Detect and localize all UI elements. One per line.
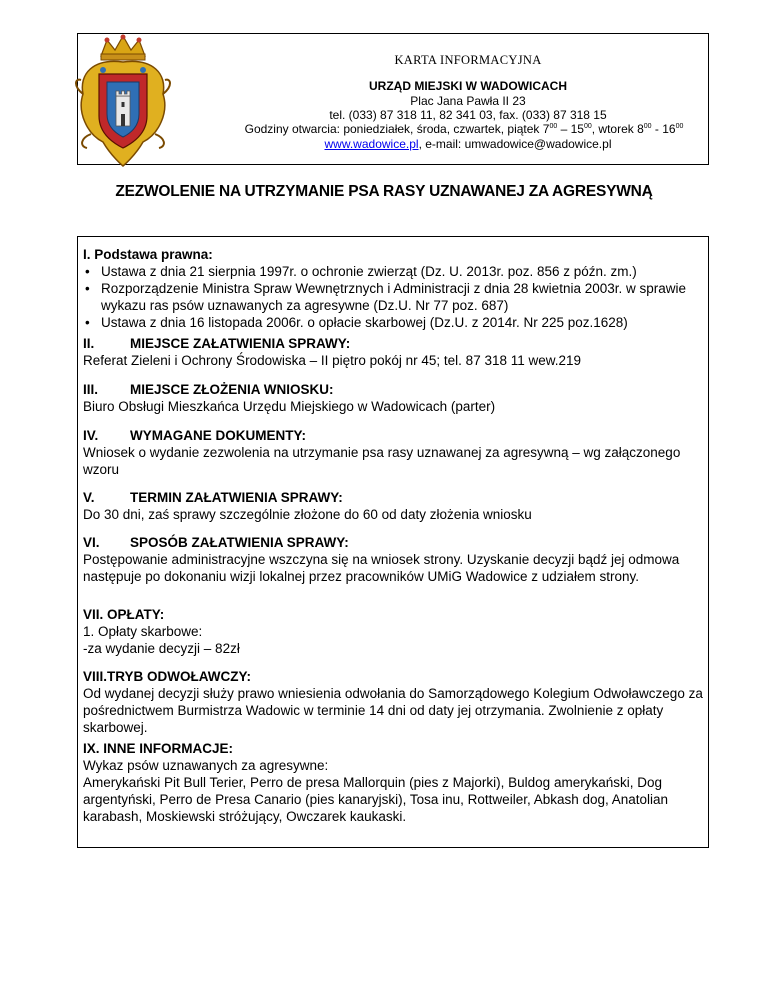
section-text: Amerykański Pit Bull Terier, Perro de presa Mallorquin (pies z Majorki), Buldog amerykański, Dog argentyński, Perro de Presa Canario (pies kanaryjski), Tosa inu, Rottweiler, Abkash dog, Anatolian karabash, Moskiewski stróżujący, Owczarek kaukaski. <box>83 775 669 824</box>
section-text: Wniosek o wydanie zezwolenia na utrzymanie psa rasy uznawanej za agresywną – wg załączonego wzoru <box>83 445 681 477</box>
section-text: Biuro Obsługi Mieszkańca Urzędu Miejskiego w Wadowicach (parter) <box>83 399 496 414</box>
section-text: Od wydanej decyzji służy prawo wniesienia odwołania do Samorządowego Kolegium Odwoławczego za pośrednictwem Burmistrza Wadowic w terminie 14 dni od daty jej otrzymania. Zwolnienie z opłaty skarbowej. <box>83 686 703 735</box>
section-number: III. <box>83 382 99 397</box>
section-subtitle: Wykaz psów uznawanych za agresywne: <box>83 758 329 773</box>
section-legal-basis <box>83 246 703 331</box>
section-number: V. <box>83 490 95 505</box>
section-appeal <box>83 668 703 736</box>
section-deadline <box>83 489 703 523</box>
office-name: URZĄD MIEJSKI W WADOWICACH <box>369 79 567 93</box>
section-heading: VII. OPŁATY: <box>83 607 165 622</box>
section-heading: SPOSÓB ZAŁATWIENIA SPRAWY: <box>130 535 349 550</box>
list-item: • Rozporządzenie Ministra Spraw Wewnętrznych i Administracji z dnia 28 kwietnia 2003r. w sprawie wykazu ras psów uznawanych za agresywne (Dz.U. Nr 77 poz. 687) <box>83 280 703 314</box>
section-text: Do 30 dni, zaś sprawy szczególnie złożone do 60 od daty złożenia wniosku <box>83 507 532 522</box>
fee-line: 1. Opłaty skarbowe: <box>83 624 203 639</box>
section-heading: TERMIN ZAŁATWIENIA SPRAWY: <box>130 490 343 505</box>
section-number: II. <box>83 336 95 351</box>
section-required-documents <box>83 427 703 478</box>
section-heading: WYMAGANE DOKUMENTY: <box>130 428 306 443</box>
card-title: KARTA INFORMACYJNA <box>394 53 542 67</box>
section-application-place <box>83 381 703 415</box>
section-place-of-handling <box>83 335 703 369</box>
section-other-info <box>83 740 703 825</box>
document-title: ZEZWOLENIE NA UTRZYMANIE PSA RASY UZNAWANEJ ZA AGRESYWNĄ <box>115 183 653 200</box>
list-item: • Ustawa z dnia 16 listopada 2006r. o opłacie skarbowej (Dz.U. z 2014r. Nr 225 poz.1628) <box>83 314 703 331</box>
legal-basis-list <box>83 263 703 331</box>
fee-line: -za wydanie decyzji – 82zł <box>83 641 240 656</box>
contact-line <box>180 137 756 151</box>
coat-of-arms-crest <box>73 34 173 174</box>
section-fees <box>83 606 703 657</box>
website-link[interactable]: www.wadowice.pl <box>324 137 419 151</box>
section-number: VI. <box>83 535 100 550</box>
section-heading: I. Podstawa prawna: <box>83 247 213 262</box>
list-item: • Ustawa z dnia 21 sierpnia 1997r. o ochronie zwierząt (Dz. U. 2013r. poz. 856 z późn. zm.) <box>83 263 703 280</box>
section-heading: MIEJSCE ZŁOŻENIA WNIOSKU: <box>130 382 334 397</box>
section-heading: VIII.TRYB ODWOŁAWCZY: <box>83 669 251 684</box>
email-text: , e-mail: umwadowice@wadowice.pl <box>418 137 612 151</box>
section-heading: IX. INNE INFORMACJE: <box>83 741 234 756</box>
office-address: Plac Jana Pawła II 23 <box>410 94 526 108</box>
section-procedure <box>83 534 703 585</box>
office-hours: Godziny otwarcia: poniedziałek, środa, czwartek, piątek $7^{00} - 15^{00}$, wtorek $8^{00} - 16^{00}$ <box>244 122 684 136</box>
section-number: IV. <box>83 428 99 443</box>
section-heading: MIEJSCE ZAŁATWIENIA SPRAWY: <box>130 336 351 351</box>
office-phones: tel. (033) 87 318 11, 82 341 03, fax. (033) 87 318 15 <box>329 108 607 122</box>
section-text: Postępowanie administracyjne wszczyna się na wniosek strony. Uzyskanie decyzji bądź jej odmowa następuje po dokonaniu wizji lokalnej przez pracowników UMiG Wadowice z udziałem strony. <box>83 552 680 584</box>
section-text: Referat Zieleni i Ochrony Środowiska – II piętro pokój nr 45; tel. 87 318 11 wew.219 <box>83 353 582 368</box>
